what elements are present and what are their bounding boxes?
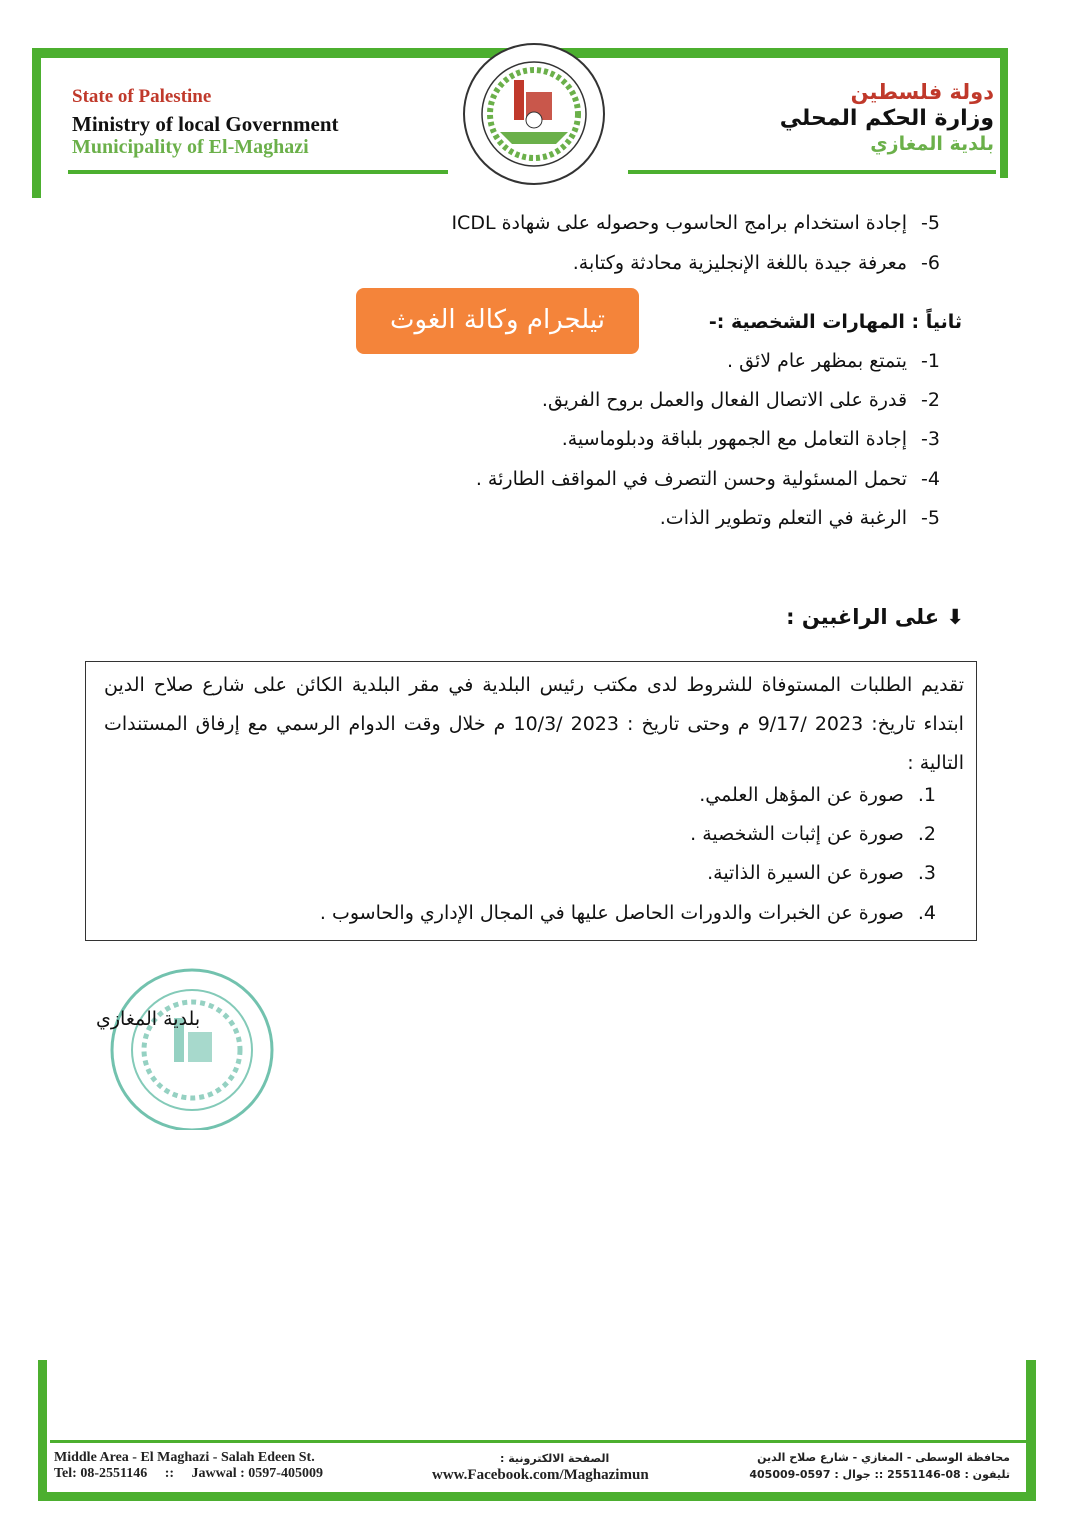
frame-left-border-bottom — [38, 1360, 47, 1500]
header-en-ministry: Ministry of local Government — [72, 112, 339, 136]
telegram-banner-text: تيلجرام وكالة الغوث — [390, 305, 605, 335]
document-item-1 — [699, 784, 936, 806]
applicants-heading-text: على الراغبين : — [786, 605, 940, 629]
skill-text: معرفة جيدة باللغة الإنجليزية محادثة وكتابة. — [572, 252, 908, 274]
personal-skill-4 — [476, 468, 940, 490]
skill-text: قدرة على الاتصال الفعال والعمل بروح الفريق. — [541, 389, 908, 411]
applicants-heading — [786, 605, 964, 629]
instructions-box — [85, 661, 977, 941]
signature-label: بلدية المغازي — [96, 1008, 201, 1030]
skill-item-5 — [451, 212, 940, 234]
skill-text: الرغبة في التعلم وتطوير الذات. — [659, 507, 908, 529]
document-text: صورة عن الخبرات والدورات الحاصل عليها في المجال الإداري والحاسوب . — [319, 902, 904, 924]
header-en-state: State of Palestine — [72, 86, 212, 107]
skill-text: يتمتع بمظهر عام لائق . — [727, 350, 908, 372]
document-item-3 — [707, 862, 936, 884]
document-text: صورة عن السيرة الذاتية. — [707, 862, 904, 884]
footer-ar-phones: تليفون : 08-2551146 :: جوال : 0597-405009 — [749, 1468, 1010, 1481]
document-item-2 — [690, 823, 936, 845]
header-ar-ministry: وزارة الحكم المحلي — [779, 106, 994, 131]
document-item-4 — [320, 902, 936, 924]
personal-skill-5 — [660, 507, 940, 529]
frame-right-border-bottom — [1026, 1360, 1036, 1500]
header-ar-state: دولة فلسطين — [850, 80, 994, 104]
header-en-municipality: Municipality of El-Maghazi — [72, 136, 309, 158]
document-number: 3. — [917, 862, 936, 884]
header-rule-right — [628, 170, 996, 174]
skill-number: 5- — [921, 212, 940, 234]
header-ar-municipality: بلدية المغازي — [870, 133, 994, 155]
footer-ar-address: محافظة الوسطى - المغازي - شارع صلاح الدين — [757, 1451, 1010, 1464]
footer-center-label: الصفحة الالكترونية : — [500, 1452, 610, 1465]
instructions-paragraph: تقديم الطلبات المستوفاة للشروط لدى مكتب رئيس البلدية في مقر البلدية الكائن على شارع صلاح الدين ابتداء تاريخ: 2023 /9/17 م وحتى تاريخ : 2023 /10/3 م خلال وقت الدوام الرسمي مع إرفاق المستندات التالية : — [104, 674, 964, 774]
frame-bottom-border — [38, 1492, 1036, 1501]
personal-skills-heading: ثانياً : المهارات الشخصية :- — [708, 311, 962, 333]
municipality-stamp — [100, 960, 280, 1130]
personal-skill-3 — [562, 428, 940, 450]
document-number: 4. — [917, 902, 936, 924]
personal-skill-2 — [542, 389, 940, 411]
frame-right-border-top — [1000, 48, 1008, 178]
municipality-seal-logo — [460, 40, 608, 188]
skill-item-6 — [573, 252, 940, 274]
skill-text: تحمل المسئولية وحسن التصرف في المواقف الطارئة . — [475, 468, 908, 490]
skill-text: إجادة التعامل مع الجمهور بلباقة ودبلوماسية. — [561, 428, 908, 450]
telegram-banner[interactable] — [356, 288, 639, 354]
document-text: صورة عن إثبات الشخصية . — [690, 823, 904, 845]
skill-number: 1- — [921, 350, 940, 372]
footer-en-phones: Tel: 08-2551146 :: Jawwal : 0597-405009 — [54, 1466, 323, 1481]
skill-number: 6- — [921, 252, 940, 274]
skill-number: 4- — [921, 468, 940, 490]
footer-rule — [50, 1440, 1030, 1443]
skill-text: إجادة استخدام برامج الحاسوب وحصوله على شهادة ICDL — [451, 212, 908, 234]
skill-number: 3- — [921, 428, 940, 450]
frame-left-border-top — [32, 48, 41, 198]
document-number: 2. — [917, 823, 936, 845]
header-rule-left — [68, 170, 448, 174]
arrow-down-bullet-icon: ⬇︎ — [939, 605, 964, 629]
document-number: 1. — [917, 784, 936, 806]
personal-skill-1 — [727, 350, 940, 372]
footer-en-address: Middle Area - El Maghazi - Salah Edeen St. — [54, 1450, 315, 1465]
document-text: صورة عن المؤهل العلمي. — [699, 784, 904, 806]
skill-number: 2- — [921, 389, 940, 411]
footer-facebook-link[interactable]: www.Facebook.com/Maghazimun — [432, 1467, 649, 1483]
skill-number: 5- — [921, 507, 940, 529]
